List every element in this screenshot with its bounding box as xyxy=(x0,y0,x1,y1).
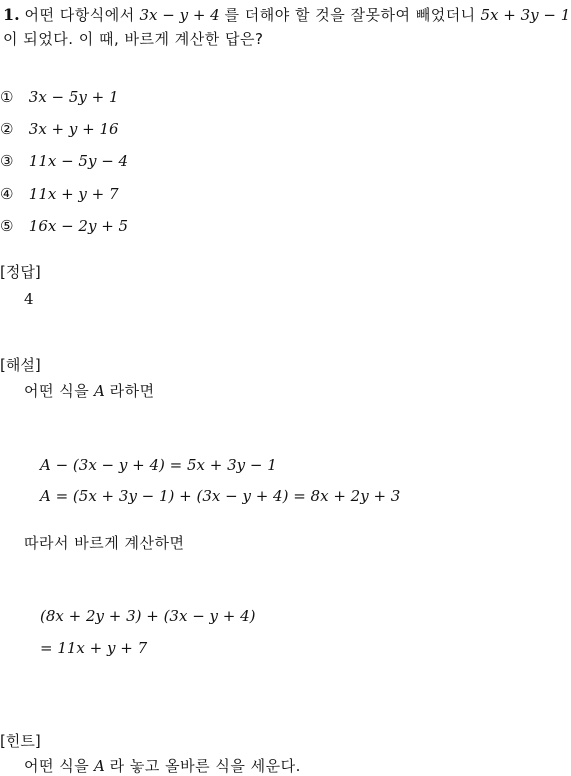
choice-marker: ③ xyxy=(0,152,14,170)
hint-text xyxy=(24,756,301,776)
choice-marker: ① xyxy=(0,88,14,106)
hint-label: [힌트] xyxy=(0,732,41,750)
equation: (8x + 2y + 3) + (3x − y + 4) xyxy=(40,607,256,625)
choice-marker: ② xyxy=(0,120,14,138)
equation: = 11x + y + 7 xyxy=(40,639,148,657)
problem-math-b: 5x + 3y − 1 xyxy=(480,6,571,24)
choice-1[interactable] xyxy=(0,87,119,107)
problem-number: 1. xyxy=(3,5,20,24)
choice-4[interactable] xyxy=(0,184,119,204)
problem-math-a: 3x − y + 4 xyxy=(139,6,220,24)
choice-3[interactable] xyxy=(0,151,128,171)
solution-label: [해설] xyxy=(0,356,41,374)
hint-var: A xyxy=(94,757,105,775)
choice-expr: 16x − 2y + 5 xyxy=(28,217,129,235)
solution-eq-1 xyxy=(40,455,277,475)
problem-text-a: 어떤 다항식에서 xyxy=(24,6,135,24)
hint-text-b: 라 놓고 올바른 식을 세운다. xyxy=(109,757,301,775)
choice-5[interactable] xyxy=(0,216,128,236)
problem-text-b: 를 더해야 할 것을 잘못하여 빼었더니 xyxy=(224,6,476,24)
solution-intro xyxy=(24,381,155,401)
equation: A − (3x − y + 4) = 5x + 3y − 1 xyxy=(40,456,277,474)
solution-var: A xyxy=(94,382,105,400)
choice-marker: ④ xyxy=(0,185,14,203)
answer-label: [정답] xyxy=(0,263,41,281)
hint-text-a: 어떤 식을 xyxy=(24,757,90,775)
solution-eq-3 xyxy=(40,606,256,626)
choice-marker: ⑤ xyxy=(0,217,14,235)
solution-eq-2 xyxy=(40,486,400,506)
problem-line-1 xyxy=(3,5,570,25)
solution-eq-4 xyxy=(40,638,147,658)
choice-expr: 3x − 5y + 1 xyxy=(28,88,119,106)
choice-expr: 3x + y + 16 xyxy=(28,120,119,138)
problem-line-2: 이 되었다. 이 때, 바르게 계산한 답은? xyxy=(3,30,264,48)
answer-value: 4 xyxy=(24,290,34,308)
choice-expr: 11x − 5y − 4 xyxy=(28,152,129,170)
solution-middle: 따라서 바르게 계산하면 xyxy=(24,534,185,552)
equation: A = (5x + 3y − 1) + (3x − y + 4) = 8x + 2y + 3 xyxy=(40,487,401,505)
choice-2[interactable] xyxy=(0,119,119,139)
choice-expr: 11x + y + 7 xyxy=(28,185,119,203)
solution-intro-a: 어떤 식을 xyxy=(24,382,90,400)
solution-intro-b: 라하면 xyxy=(109,382,155,400)
